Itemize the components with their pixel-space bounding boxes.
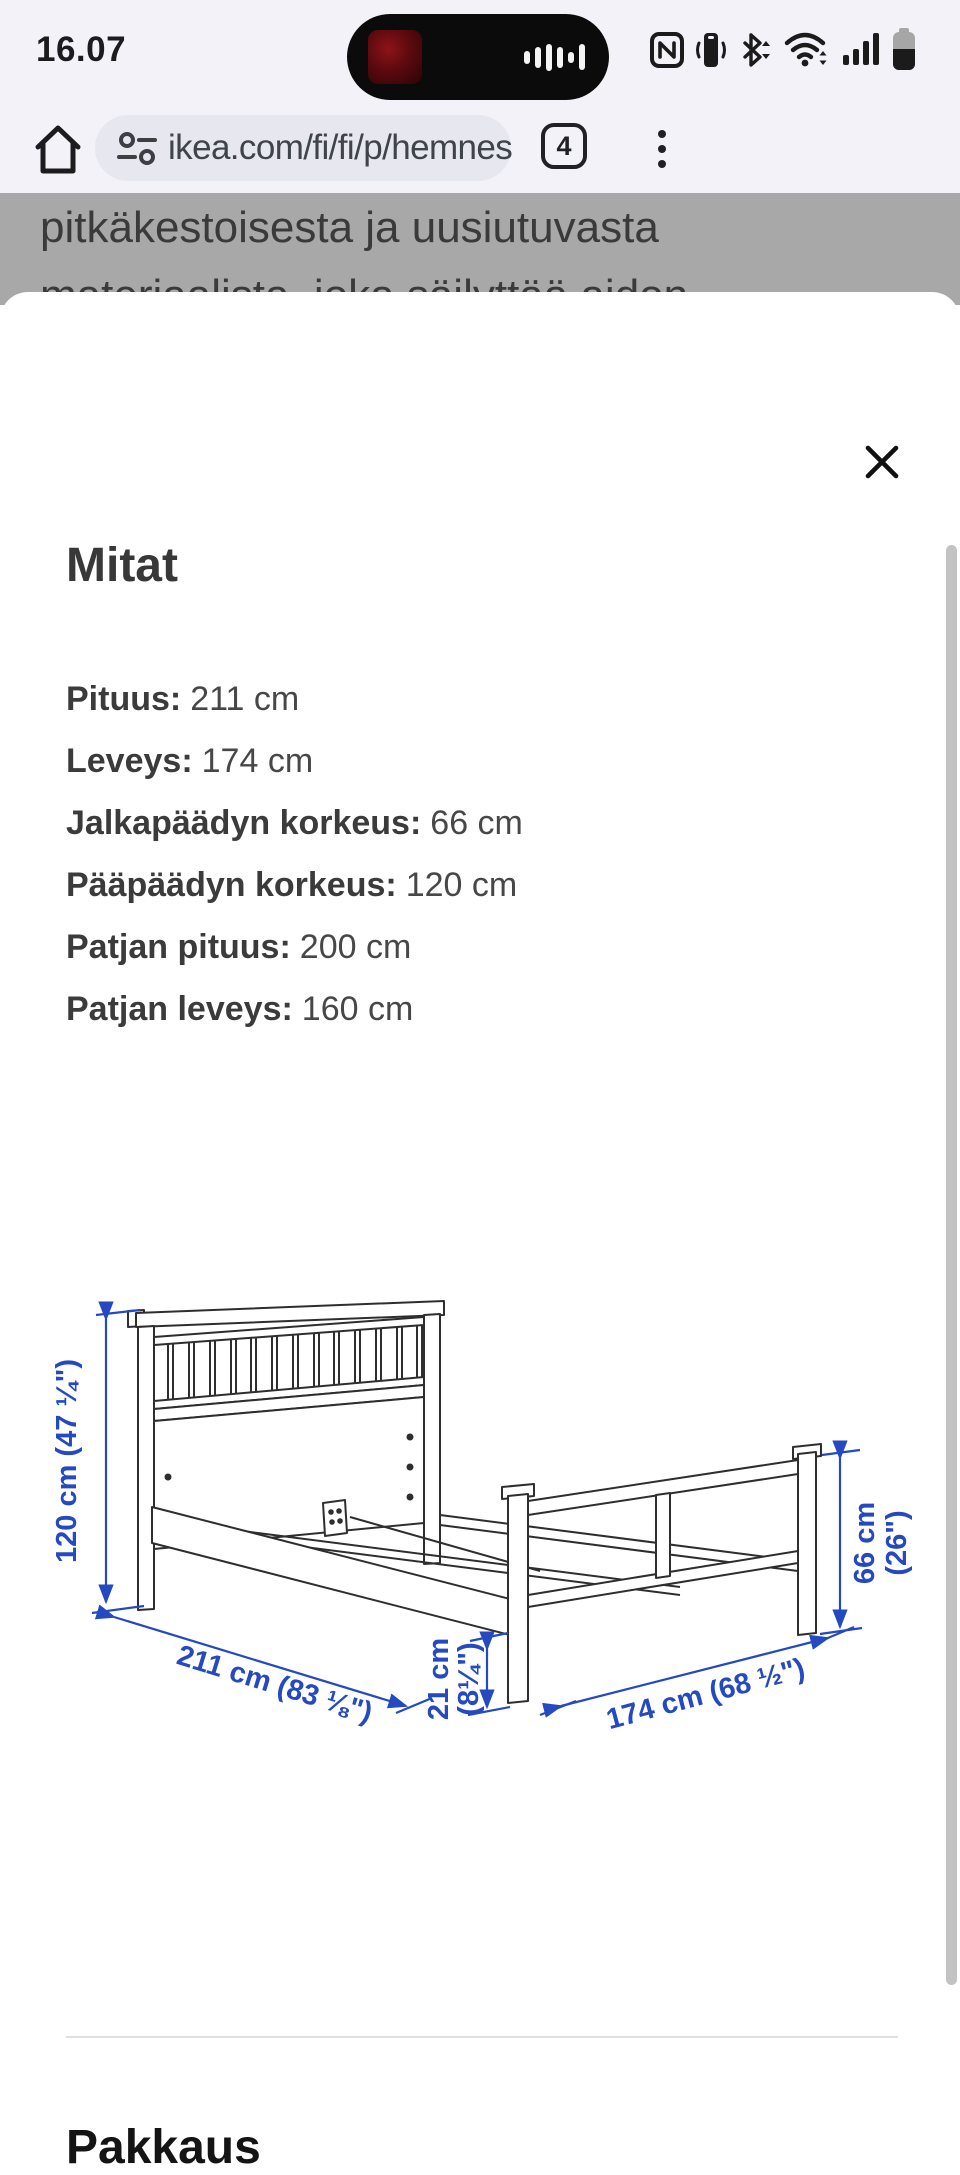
kebab-dot: [658, 145, 666, 153]
dim-label-width: 174 cm (68 ½"): [603, 1652, 809, 1737]
dim-label-headboard-height: 120 cm (47 ¼"): [51, 1359, 83, 1563]
page-scrim[interactable]: [0, 193, 960, 305]
browser-menu-button[interactable]: [642, 119, 682, 179]
site-controls-icon: [117, 128, 157, 168]
dimension-row: Patjan pituus: 200 cm: [66, 928, 412, 966]
album-art: [368, 30, 422, 84]
scrollbar-thumb[interactable]: [946, 545, 957, 1985]
media-notification-pill[interactable]: [347, 14, 609, 100]
dim-label-length: 211 cm (83 ⅛"): [173, 1639, 377, 1730]
nfc-icon: [650, 30, 684, 70]
close-button[interactable]: [858, 438, 906, 486]
dim-label-frame-height: 21 cm: [423, 1637, 455, 1721]
tab-switcher-button[interactable]: [541, 123, 587, 169]
tab-count: 4: [556, 130, 572, 161]
page-text-line: pitkäkestoisesta ja uusiutuvasta: [40, 203, 659, 252]
bed-dimension-drawing: [40, 1265, 920, 1737]
vibrate-icon: [695, 29, 727, 71]
audio-waveform-icon: [524, 14, 585, 100]
dimension-row: Pituus: 211 cm: [66, 680, 300, 718]
next-section-heading: Pakkaus: [66, 2121, 261, 2174]
kebab-dot: [658, 160, 666, 168]
home-button[interactable]: [30, 119, 86, 179]
modal-title: Mitat: [66, 539, 178, 592]
dimensions-modal: [0, 292, 960, 2174]
dimension-row: Patjan leveys: 160 cm: [66, 990, 414, 1028]
wifi-icon: [783, 29, 831, 71]
dim-label-footboard-height: (26"): [881, 1510, 913, 1576]
kebab-dot: [658, 130, 666, 138]
url-text: ikea.com/fi/fi/p/hemnes: [168, 128, 513, 167]
address-bar[interactable]: [95, 115, 511, 181]
status-icons: [650, 24, 920, 76]
status-bar: [0, 0, 960, 105]
dim-label-frame-height: (8¼"): [453, 1642, 485, 1716]
dim-label-footboard-height: 66 cm: [849, 1501, 881, 1585]
dimension-row: Jalkapäädyn korkeus: 66 cm: [66, 804, 523, 842]
dimension-row: Pääpäädyn korkeus: 120 cm: [66, 866, 518, 904]
dimension-row: Leveys: 174 cm: [66, 742, 314, 780]
dimension-list: [66, 668, 523, 1040]
section-divider: [66, 2036, 898, 2038]
bluetooth-icon: [738, 29, 772, 71]
battery-icon: [891, 27, 917, 73]
close-icon: [858, 438, 906, 486]
browser-toolbar: [0, 105, 960, 193]
signal-bars-icon: [842, 29, 880, 71]
clock: 16.07: [36, 30, 127, 69]
